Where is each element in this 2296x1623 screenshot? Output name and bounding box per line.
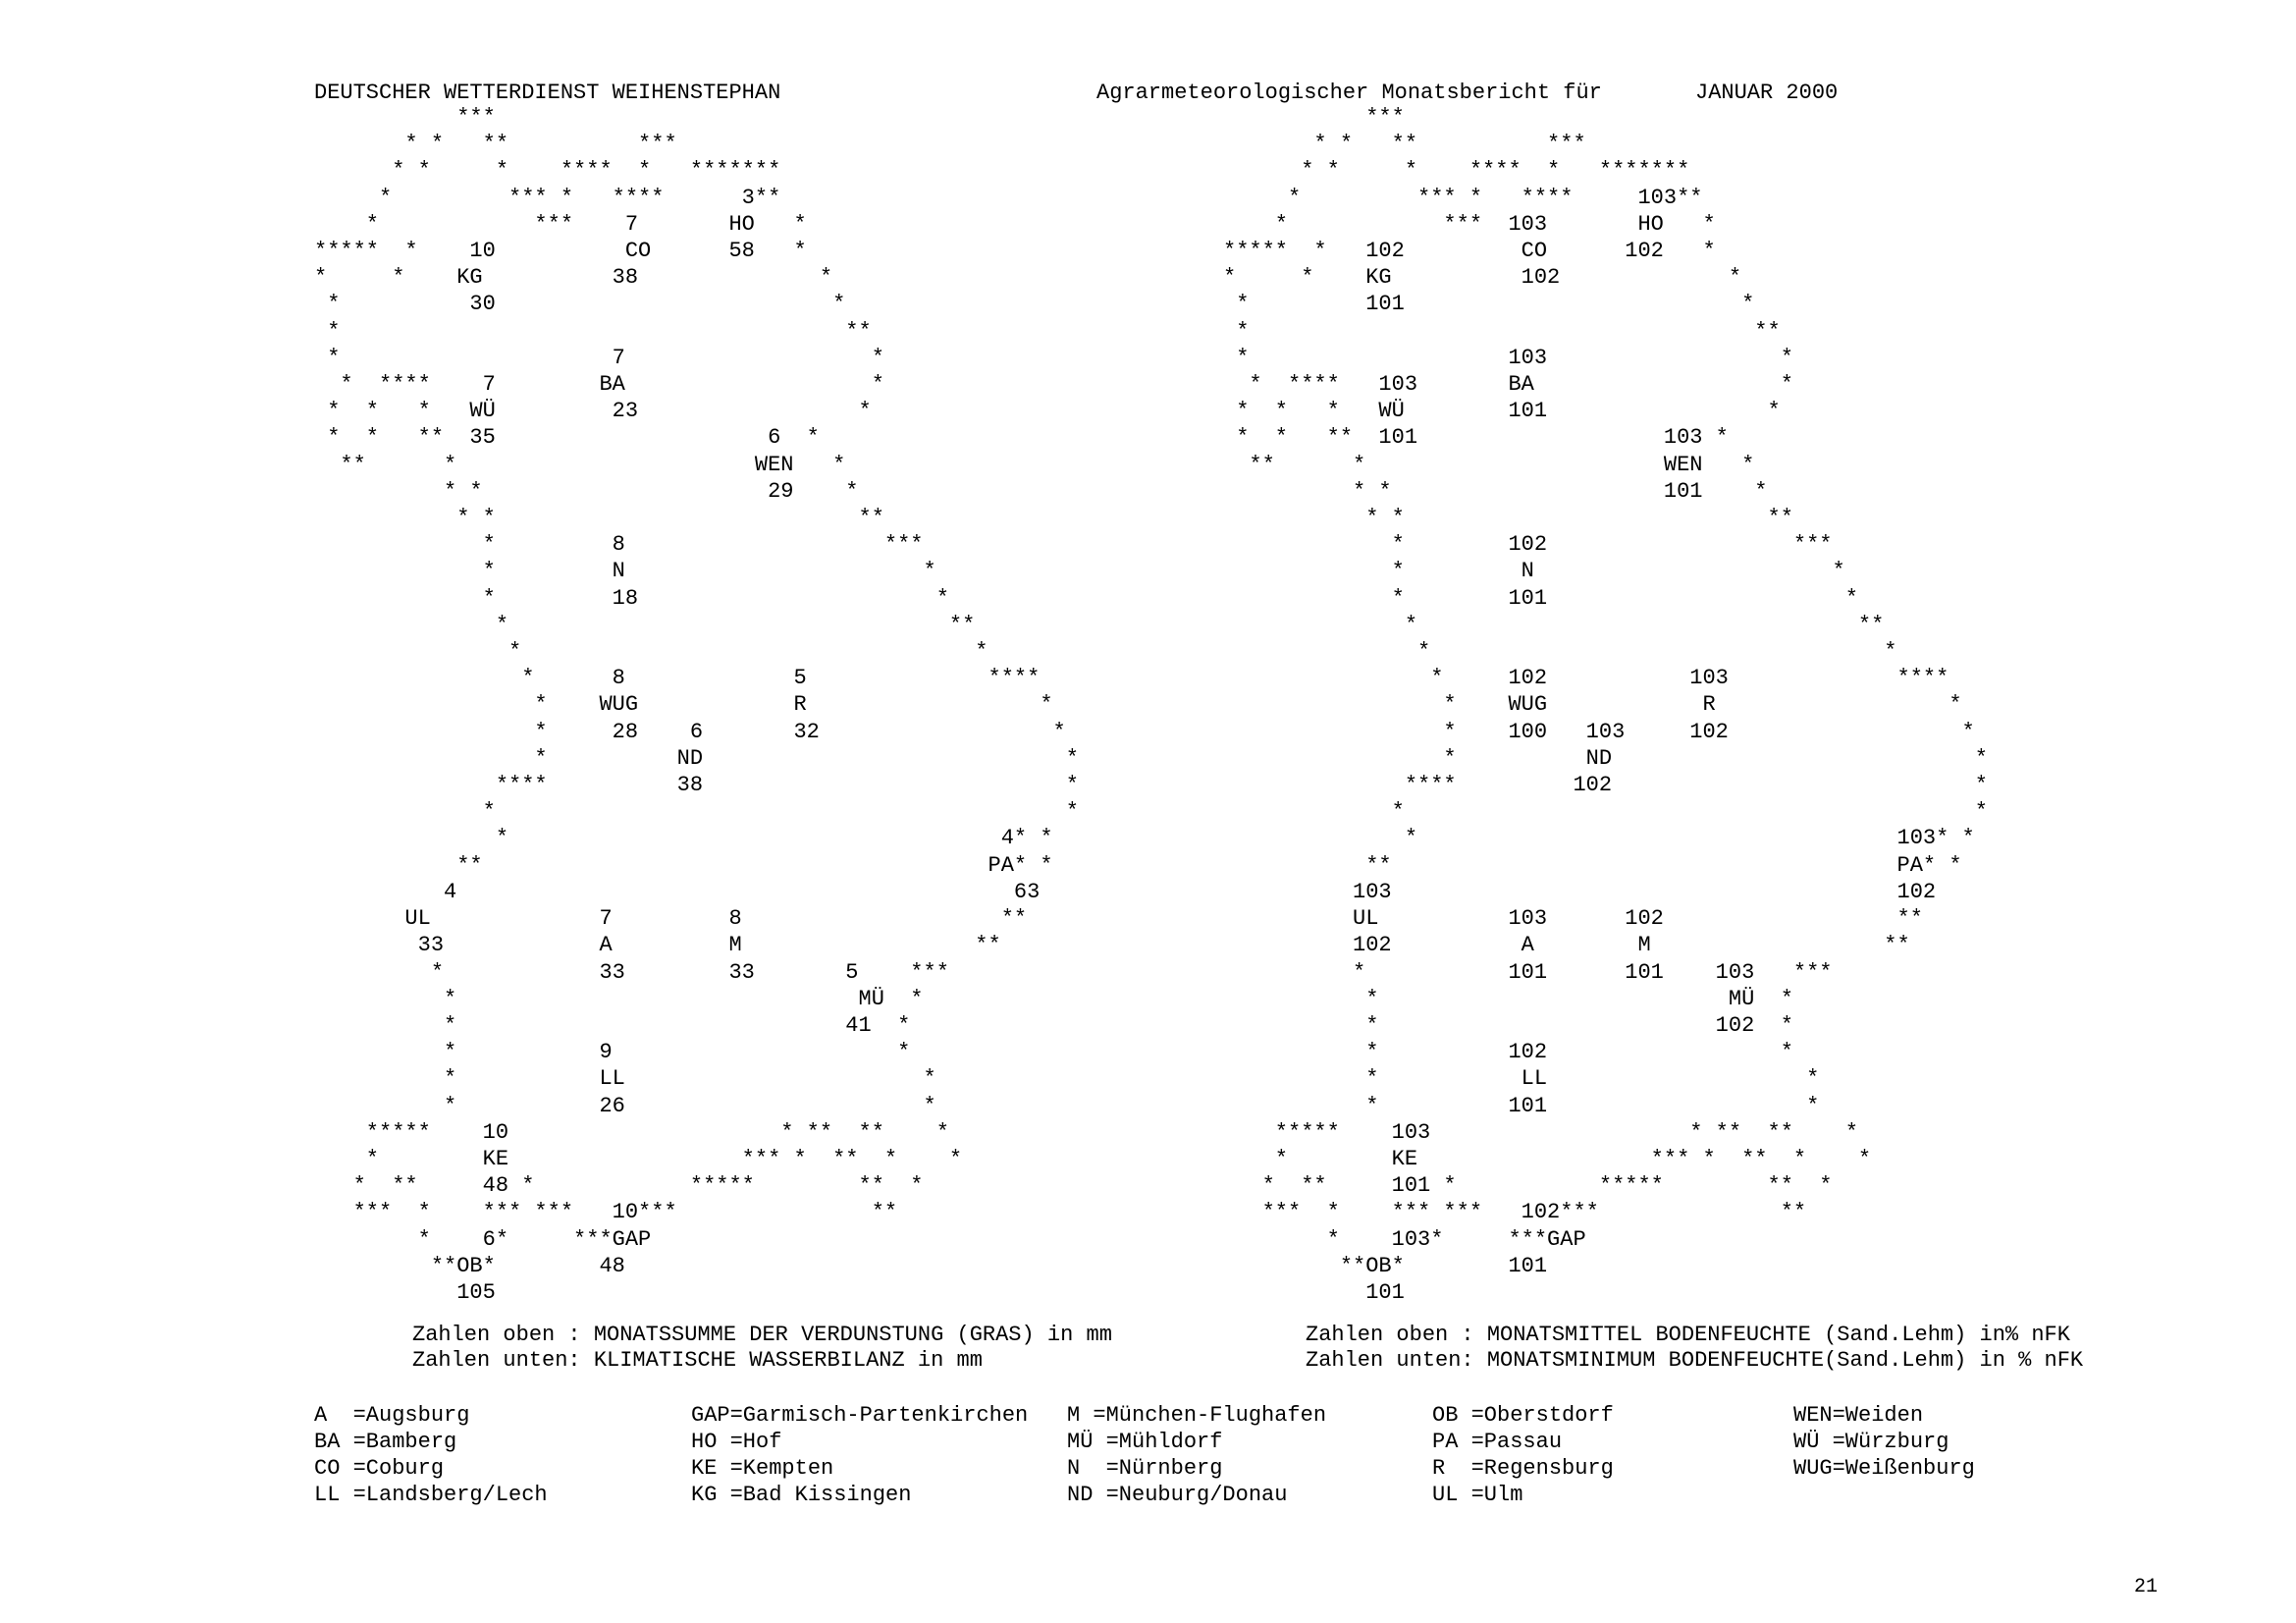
legend-a: A =Augsburg (314, 1403, 470, 1428)
legend-ll: LL =Landsberg/Lech (314, 1483, 548, 1507)
legend-wu: WÜ =Würzburg (1793, 1430, 1949, 1454)
legend-r: R =Regensburg (1432, 1456, 1614, 1481)
legend-nd: ND =Neuburg/Donau (1067, 1483, 1288, 1507)
caption-right-top: Zahlen oben : MONATSMITTEL BODENFEUCHTE (Sand.Lehm) in% nFK (1306, 1323, 2070, 1347)
header-left: DEUTSCHER WETTERDIENST WEIHENSTEPHAN (314, 81, 781, 105)
caption-left-bottom: Zahlen unten: KLIMATISCHE WASSERBILANZ in mm (412, 1348, 983, 1373)
legend-ul: UL =Ulm (1432, 1483, 1523, 1507)
caption-left-top: Zahlen oben : MONATSSUMME DER VERDUNSTUNG (GRAS) in mm (412, 1323, 1112, 1347)
page-number: 21 (2134, 1576, 2159, 1598)
legend-wug: WUG=Weißenburg (1793, 1456, 1975, 1481)
header-month: JANUAR 2000 (1695, 81, 1839, 105)
legend-gap: GAP=Garmisch-Partenkirchen (691, 1403, 1029, 1428)
caption-right-bottom: Zahlen unten: MONATSMINIMUM BODENFEUCHTE(Sand.Lehm) in % nFK (1306, 1348, 2084, 1373)
legend-n: N =Nürnberg (1067, 1456, 1223, 1481)
legend-ba: BA =Bamberg (314, 1430, 457, 1454)
header-right-title: Agrarmeteorologischer Monatsbericht für (1096, 81, 1602, 105)
legend-co: CO =Coburg (314, 1456, 445, 1481)
left-bavaria-ascii-map: *** * * ** *** * * * **** * ******* * *** * **** 3** * *** 7 HO * ***** * 10 CO 58 * * * KG 38 * * 30 * * ** * 7 * * **** 7 BA * * * * WÜ 23 * * * ** 35 6 * ** * WEN * * * 29 * * * ** * 8 *** * N * * 18 * * ** * * * 8 5 **** * WUG R * * 28 6 32 * * ND * **** 38 * * * * 4* * ** PA* * 4 63 UL 7 8 ** 33 A M ** * 33 33 5 *** * MÜ * * 41 * * 9 * * LL * * 26 * ***** 10 * ** ** * * KE *** * ** * * * ** 48 * ***** ** * *** * *** *** 10*** ** * 6* ***GAP **OB* 48 105 (314, 105, 1079, 1305)
legend-ob: OB =Oberstdorf (1432, 1403, 1614, 1428)
legend-mu: MÜ =Mühldorf (1067, 1430, 1223, 1454)
legend-wen: WEN=Weiden (1793, 1403, 1924, 1428)
legend-ho: HO =Hof (691, 1430, 782, 1454)
legend-ke: KE =Kempten (691, 1456, 834, 1481)
legend-kg: KG =Bad Kissingen (691, 1483, 912, 1507)
legend-m: M =München-Flughafen (1067, 1403, 1327, 1428)
legend-pa: PA =Passau (1432, 1430, 1563, 1454)
right-bavaria-ascii-map: *** * * ** *** * * * **** * ******* * *** * **** 103** * *** 103 HO * ***** * 102 CO 102 * * * KG 102 * * 101 * * ** * 103 * * **** 103 BA * * * * WÜ 101 * * * ** 101 103 * ** * WEN * * * 101 * * * ** * 102 *** * N * * 101 * * ** * * * 102 103 **** * WUG R * * 100 103 102 * * ND * **** 102 * * * * 103* * ** PA* * 103 102 UL 103 102 ** 102 A M ** * 101 101 103 *** * MÜ * * 102 * * 102 * * LL * * 101 * ***** 103 * ** ** * * KE *** * ** * * * ** 101 * ***** ** * *** * *** *** 102*** ** * 103* ***GAP **OB* 101 101 (1223, 105, 1988, 1305)
